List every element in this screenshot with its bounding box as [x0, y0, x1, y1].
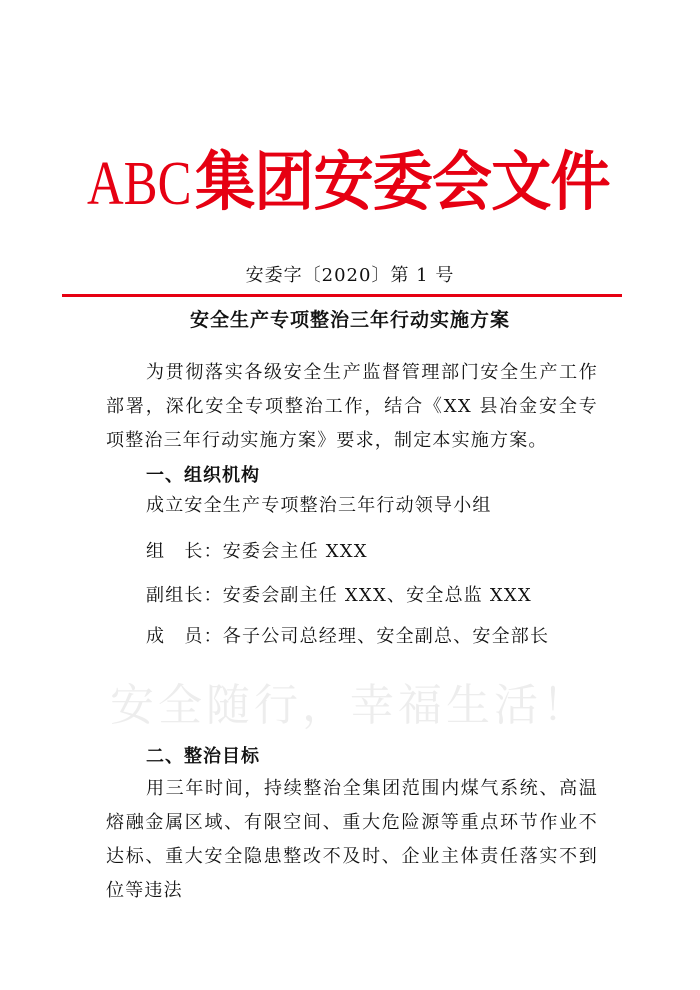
- header-org-latin: ABC: [86, 150, 192, 218]
- document-number: 安委字〔2020〕第 1 号: [245, 265, 455, 286]
- organization-leader: 组 长：安委会主任 XXX: [146, 541, 368, 562]
- goals-paragraph: 用三年时间，持续整治全集团范围内煤气系统、高温熔融金属区域、有限空间、重大危险源等重点环节作业不达标、重大安全隐患整改不及时、企业主体责任落实不到位等违法: [106, 778, 598, 901]
- document-title: 安全生产专项整治三年行动实施方案: [189, 309, 510, 331]
- red-divider-rule: [62, 294, 622, 297]
- header-org-cjk: 集团安委会文件: [195, 146, 610, 220]
- organization-members: 成 员：各子公司总经理、安全副总、安全部长: [146, 626, 550, 647]
- organization-subtitle: 成立安全生产专项整治三年行动领导小组: [146, 495, 492, 516]
- section-heading-goals: 二、整治目标: [146, 746, 260, 767]
- organization-deputy: 副组长：安委会副主任 XXX、安全总监 XXX: [146, 585, 532, 606]
- document-header-title: [0, 133, 700, 234]
- intro-paragraph: 为贯彻落实各级安全生产监督管理部门安全生产工作部署，深化安全专项整治工作，结合《XX 县冶金安全专项整治三年行动实施方案》要求，制定本实施方案。: [106, 362, 598, 451]
- watermark-slogan: 安全随行，幸福生活！: [110, 680, 590, 731]
- section-heading-organization: 一、组织机构: [146, 465, 260, 486]
